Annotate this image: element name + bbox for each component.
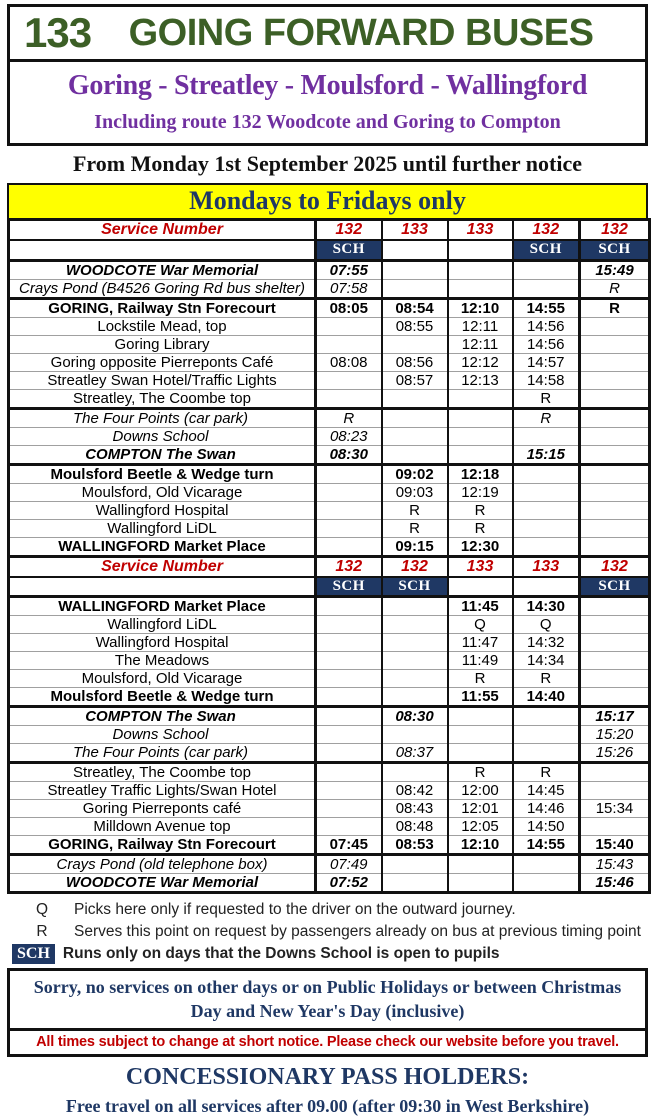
sch-cell: SCH [316,240,382,260]
time-cell: 12:01 [448,800,513,818]
empty-time-cell [580,818,650,836]
empty-time-cell [382,279,448,298]
empty-time-cell [316,688,382,707]
stop-name: GORING, Railway Stn Forecourt [9,836,316,855]
service-number-cell: 133 [513,556,580,577]
change-notice: All times subject to change at short notice. Please check our website before you travel. [36,1034,619,1050]
empty-time-cell [580,353,650,371]
stop-row [9,371,650,389]
time-cell: 11:49 [448,652,513,670]
stop-row [9,688,650,707]
time-cell: 14:57 [513,353,580,371]
time-cell: 15:40 [580,836,650,855]
empty-time-cell [448,445,513,464]
sch-header-row [9,240,650,260]
footnote-q-key: Q [35,901,49,918]
footnote-q-text: Picks here only if requested to the driver on the outward journey. [74,901,516,918]
service-number-cell: 132 [513,220,580,241]
time-cell: R [513,763,580,782]
time-cell: 09:15 [382,537,448,556]
empty-time-cell [580,782,650,800]
empty-time-cell [382,688,448,707]
time-cell: R [382,501,448,519]
stop-name: COMPTON The Swan [9,707,316,726]
time-cell: 15:49 [580,260,650,279]
empty-time-cell [448,427,513,445]
time-cell: 14:30 [513,597,580,616]
time-cell: R [513,389,580,408]
empty-time-cell [513,855,580,874]
time-cell: 15:15 [513,445,580,464]
empty-time-cell [316,818,382,836]
stop-name: WOODCOTE War Memorial [9,260,316,279]
empty-time-cell [513,537,580,556]
empty-time-cell [580,670,650,688]
stop-name: Moulsford, Old Vicarage [9,483,316,501]
empty-sch-cell [513,577,580,597]
stop-name: Moulsford Beetle & Wedge turn [9,688,316,707]
footnotes [10,899,645,966]
empty-time-cell [316,616,382,634]
service-number-cell: 133 [448,556,513,577]
empty-time-cell [316,371,382,389]
stop-name: Crays Pond (old telephone box) [9,855,316,874]
empty-time-cell [580,688,650,707]
stop-name: WALLINGFORD Market Place [9,537,316,556]
stop-name: Goring Library [9,335,316,353]
time-cell: 14:58 [513,371,580,389]
time-cell: 08:53 [382,836,448,855]
service-number-row [9,220,650,241]
stop-row [9,408,650,427]
empty-time-cell [580,483,650,501]
empty-time-cell [316,501,382,519]
empty-time-cell [513,501,580,519]
time-cell: 11:47 [448,634,513,652]
no-service-line2: Day and New Year's Day (inclusive) [190,1001,465,1021]
sch-row-spacer [9,577,316,597]
stop-name: Downs School [9,726,316,744]
time-cell: 14:46 [513,800,580,818]
empty-time-cell [316,652,382,670]
time-cell: 11:45 [448,597,513,616]
stop-row [9,260,650,279]
empty-time-cell [316,519,382,537]
time-cell: 14:56 [513,317,580,335]
time-cell: 08:54 [382,298,448,317]
service-number-cell: 133 [448,220,513,241]
time-cell: 12:00 [448,782,513,800]
time-cell: R [448,670,513,688]
time-cell: 07:49 [316,855,382,874]
empty-time-cell [316,317,382,335]
service-number-cell: 132 [316,220,382,241]
time-cell: 07:55 [316,260,382,279]
time-cell: R [382,519,448,537]
empty-time-cell [513,707,580,726]
footnote-r [10,921,645,943]
service-number-row [9,556,650,577]
empty-time-cell [580,371,650,389]
stop-row [9,501,650,519]
stop-row [9,317,650,335]
empty-time-cell [316,707,382,726]
empty-time-cell [448,408,513,427]
empty-time-cell [316,335,382,353]
stop-row [9,855,650,874]
time-cell: 14:55 [513,298,580,317]
route-box [7,59,648,146]
empty-time-cell [382,855,448,874]
no-service-notice [7,968,648,1031]
empty-time-cell [382,408,448,427]
stop-name: Wallingford Hospital [9,501,316,519]
empty-time-cell [382,597,448,616]
time-cell: 14:40 [513,688,580,707]
time-cell: 08:30 [316,445,382,464]
sch-badge: SCH [12,944,55,964]
time-cell: 12:11 [448,317,513,335]
service-number-cell: 132 [316,556,382,577]
timetable-table [7,218,651,894]
time-cell: 08:30 [382,707,448,726]
time-cell: R [580,298,650,317]
sch-header-row [9,577,650,597]
stop-name: Streatley Traffic Lights/Swan Hotel [9,782,316,800]
time-cell: Q [513,616,580,634]
empty-time-cell [316,483,382,501]
stop-name: GORING, Railway Stn Forecourt [9,298,316,317]
no-service-line1: Sorry, no services on other days or on Public Holidays or between Christmas [33,977,622,997]
stop-name: Goring opposite Pierreponts Café [9,353,316,371]
empty-time-cell [580,317,650,335]
empty-time-cell [316,670,382,688]
empty-time-cell [316,782,382,800]
empty-time-cell [448,279,513,298]
time-cell: 12:11 [448,335,513,353]
empty-time-cell [513,427,580,445]
concessionary-title: CONCESSIONARY PASS HOLDERS: [125,1064,530,1090]
stop-name: The Four Points (car park) [9,744,316,763]
time-cell: 15:46 [580,874,650,893]
stop-row [9,597,650,616]
empty-time-cell [580,464,650,483]
empty-time-cell [448,260,513,279]
time-cell: 12:12 [448,353,513,371]
empty-time-cell [513,464,580,483]
time-cell: 12:05 [448,818,513,836]
route-description: Goring - Streatley - Moulsford - Wallingford [67,70,588,101]
concessionary-text: Free travel on all services after 09.00 (after 09:30 in West Berkshire) [65,1096,590,1116]
time-cell: R [448,501,513,519]
empty-time-cell [382,389,448,408]
time-cell: 08:57 [382,371,448,389]
time-cell: 09:02 [382,464,448,483]
sch-row-spacer [9,240,316,260]
empty-time-cell [580,616,650,634]
empty-time-cell [382,445,448,464]
empty-time-cell [580,501,650,519]
time-cell: R [513,408,580,427]
time-cell: 08:23 [316,427,382,445]
empty-time-cell [513,279,580,298]
time-cell: 15:26 [580,744,650,763]
empty-time-cell [580,597,650,616]
stop-row [9,634,650,652]
empty-time-cell [448,389,513,408]
empty-time-cell [382,260,448,279]
empty-time-cell [316,464,382,483]
stop-name: Moulsford, Old Vicarage [9,670,316,688]
stop-row [9,427,650,445]
stop-name: Milldown Avenue top [9,818,316,836]
time-cell: 12:13 [448,371,513,389]
service-number-cell: 132 [382,556,448,577]
time-cell: 14:50 [513,818,580,836]
footnote-r-text: Serves this point on request by passengers already on bus at previous timing point [74,923,641,940]
validity-dates: From Monday 1st September 2025 until further notice [72,151,583,176]
time-cell: 14:55 [513,836,580,855]
empty-time-cell [448,874,513,893]
empty-time-cell [382,763,448,782]
empty-time-cell [316,763,382,782]
time-cell: 08:48 [382,818,448,836]
empty-time-cell [513,726,580,744]
empty-time-cell [448,726,513,744]
empty-time-cell [382,634,448,652]
stop-row [9,335,650,353]
stop-name: Wallingford Hospital [9,634,316,652]
empty-time-cell [580,389,650,408]
empty-sch-cell [382,240,448,260]
empty-time-cell [382,874,448,893]
stop-row [9,726,650,744]
change-notice-box [7,1028,648,1057]
stop-name: Streatley, The Coombe top [9,389,316,408]
sch-cell: SCH [316,577,382,597]
empty-time-cell [580,652,650,670]
stop-row [9,389,650,408]
empty-time-cell [513,744,580,763]
stop-row [9,800,650,818]
stop-name: Streatley, The Coombe top [9,763,316,782]
stop-row [9,670,650,688]
route-number: 133 [24,9,92,56]
stop-name: Crays Pond (B4526 Goring Rd bus shelter) [9,279,316,298]
time-cell: 11:55 [448,688,513,707]
empty-time-cell [448,707,513,726]
stop-row [9,464,650,483]
stop-row [9,483,650,501]
empty-time-cell [513,874,580,893]
time-cell: 15:43 [580,855,650,874]
time-cell: 08:05 [316,298,382,317]
time-cell: 15:17 [580,707,650,726]
stop-row [9,519,650,537]
time-cell: 12:10 [448,836,513,855]
time-cell: R [448,519,513,537]
time-cell: 12:10 [448,298,513,317]
empty-time-cell [580,427,650,445]
stop-name: Streatley Swan Hotel/Traffic Lights [9,371,316,389]
stop-row [9,707,650,726]
empty-time-cell [316,744,382,763]
stop-row [9,744,650,763]
time-cell: Q [448,616,513,634]
empty-time-cell [513,483,580,501]
stop-row [9,616,650,634]
service-number-cell: 132 [580,220,650,241]
time-cell: R [513,670,580,688]
footnote-r-key: R [36,923,48,940]
stop-name: Wallingford LiDL [9,616,316,634]
empty-time-cell [382,652,448,670]
time-cell: 14:56 [513,335,580,353]
time-cell: 07:58 [316,279,382,298]
time-cell: 12:19 [448,483,513,501]
footnote-sch [10,943,645,966]
time-cell: 08:08 [316,353,382,371]
stop-row [9,763,650,782]
timetable-flyer [0,4,655,1116]
empty-time-cell [382,726,448,744]
title-box [7,4,648,62]
empty-time-cell [382,335,448,353]
empty-time-cell [382,427,448,445]
empty-time-cell [580,408,650,427]
stop-name: Wallingford LiDL [9,519,316,537]
stop-row [9,836,650,855]
footnote-sch-text: Runs only on days that the Downs School is open to pupils [62,945,500,962]
empty-time-cell [316,537,382,556]
time-cell: R [448,763,513,782]
empty-time-cell [382,670,448,688]
time-cell: 14:45 [513,782,580,800]
empty-time-cell [316,597,382,616]
empty-time-cell [316,726,382,744]
sch-cell: SCH [580,240,650,260]
time-cell: 12:30 [448,537,513,556]
sch-cell: SCH [580,577,650,597]
empty-time-cell [580,763,650,782]
empty-time-cell [448,744,513,763]
time-cell: 08:55 [382,317,448,335]
empty-time-cell [316,389,382,408]
empty-time-cell [316,634,382,652]
empty-time-cell [580,445,650,464]
stop-row [9,874,650,893]
time-cell: 14:32 [513,634,580,652]
stop-name: Lockstile Mead, top [9,317,316,335]
time-cell: 15:34 [580,800,650,818]
sch-cell: SCH [382,577,448,597]
stop-row [9,298,650,317]
stop-row [9,782,650,800]
time-cell: 08:37 [382,744,448,763]
footnote-q [10,899,645,921]
stop-name: WOODCOTE War Memorial [9,874,316,893]
empty-time-cell [513,519,580,537]
days-banner: Mondays to Fridays only [7,183,648,220]
time-cell: 08:42 [382,782,448,800]
empty-time-cell [580,537,650,556]
empty-sch-cell [448,240,513,260]
stop-row [9,818,650,836]
operator-name: GOING FORWARD BUSES [128,11,594,54]
stop-row [9,652,650,670]
stop-row [9,279,650,298]
stop-name: Downs School [9,427,316,445]
sch-cell: SCH [513,240,580,260]
empty-time-cell [580,335,650,353]
time-cell: 08:56 [382,353,448,371]
empty-time-cell [580,519,650,537]
empty-time-cell [580,634,650,652]
service-number-label: Service Number [9,556,316,577]
time-cell: 15:20 [580,726,650,744]
time-cell: 09:03 [382,483,448,501]
time-cell: 07:52 [316,874,382,893]
empty-time-cell [382,616,448,634]
stop-name: COMPTON The Swan [9,445,316,464]
stop-name: The Four Points (car park) [9,408,316,427]
time-cell: 08:43 [382,800,448,818]
service-number-label: Service Number [9,220,316,241]
time-cell: R [580,279,650,298]
empty-sch-cell [448,577,513,597]
stop-name: WALLINGFORD Market Place [9,597,316,616]
time-cell: 14:34 [513,652,580,670]
empty-time-cell [513,260,580,279]
time-cell: 12:18 [448,464,513,483]
service-number-cell: 133 [382,220,448,241]
stop-row [9,445,650,464]
empty-time-cell [316,800,382,818]
stop-name: The Meadows [9,652,316,670]
stop-name: Moulsford Beetle & Wedge turn [9,464,316,483]
empty-time-cell [448,855,513,874]
route-subtitle: Including route 132 Woodcote and Goring to Compton [94,111,561,133]
stop-name: Goring Pierreponts café [9,800,316,818]
time-cell: R [316,408,382,427]
time-cell: 07:45 [316,836,382,855]
service-number-cell: 132 [580,556,650,577]
stop-row [9,537,650,556]
stop-row [9,353,650,371]
